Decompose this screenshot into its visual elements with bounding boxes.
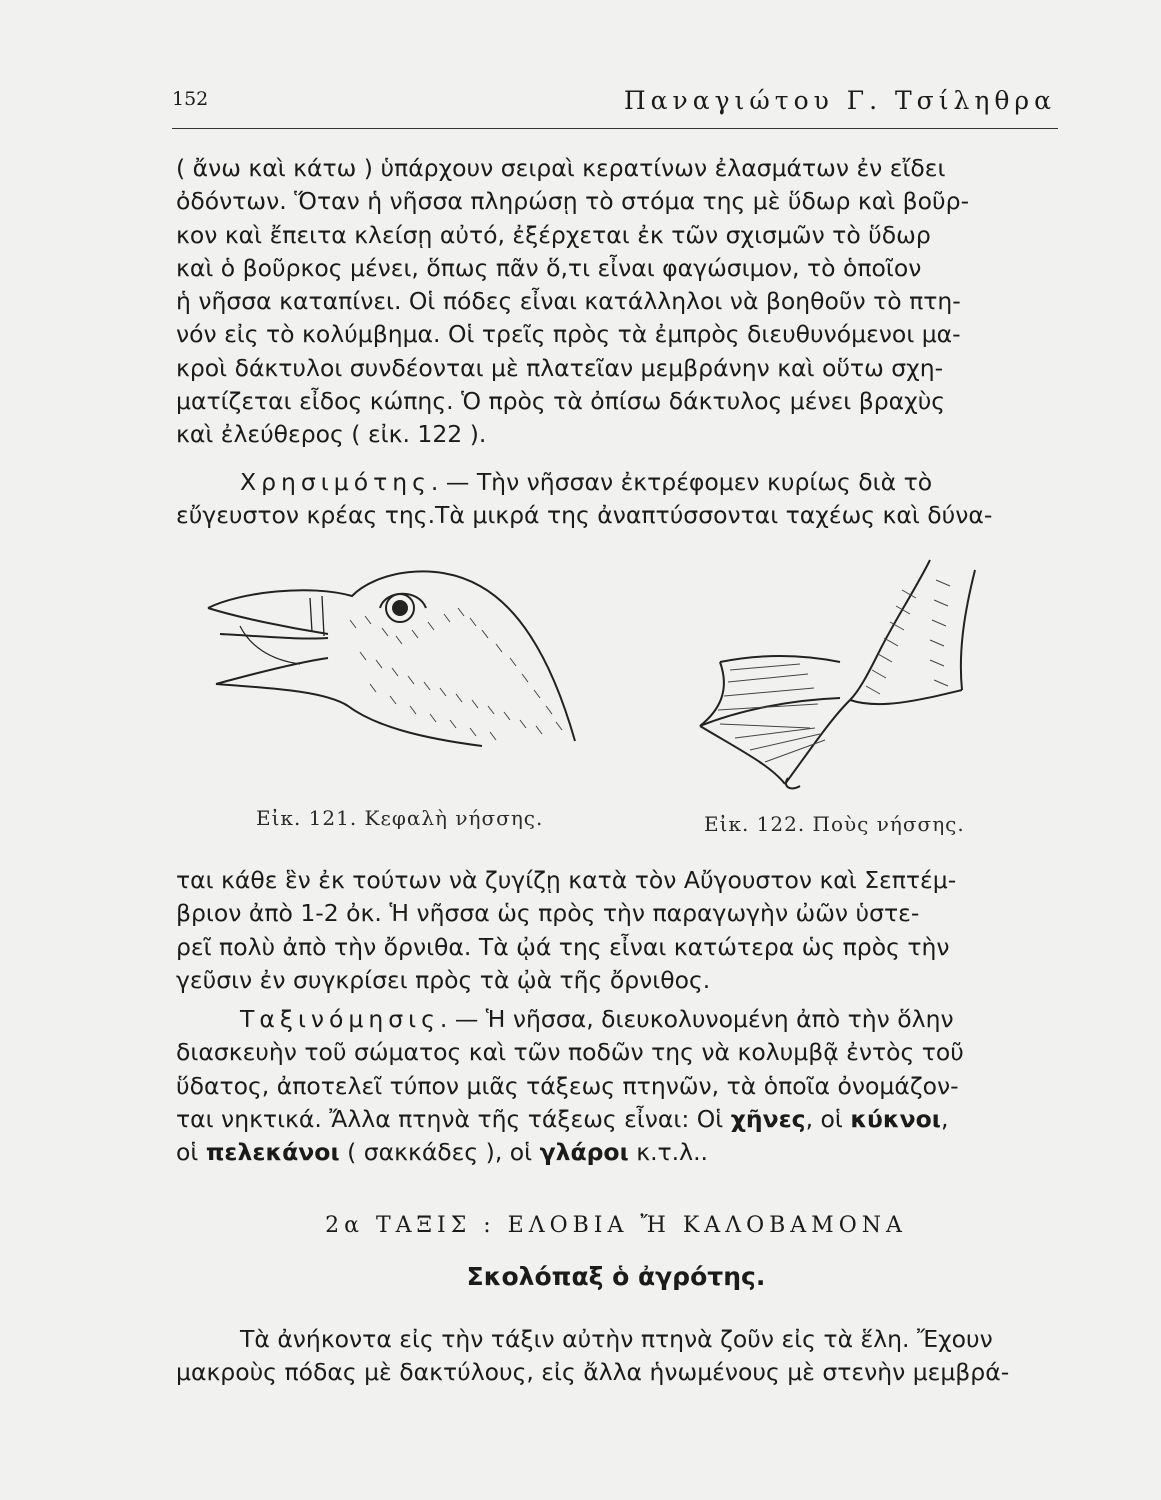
text-line: βριον ἀπὸ 1-2 ὀκ. Ἡ νῆσσα ὡς πρὸς τὴν παραγωγὴν ὠῶν ὑστε- bbox=[176, 899, 920, 928]
paragraph-wading-birds bbox=[176, 1323, 1056, 1390]
text-line: μακροὺς πόδας μὲ δακτύλους, εἰς ἄλλα ἡνωμένους μὲ στενὴν μεμβρά- bbox=[176, 1358, 1010, 1387]
text-line: γεῦσιν ἐν συγκρίσει πρὸς τὰ ᾠὰ τῆς ὄρνιθος. bbox=[176, 965, 711, 994]
bold-term: γλάροι bbox=[539, 1138, 629, 1167]
section-heading: 2α ΤΑΞΙΣ : ΕΛΟΒΙΑ Ἤ ΚΑΛΟΒΑΜΟΝΑ bbox=[325, 1213, 907, 1238]
figure-122-caption: Εἰκ. 122. Ποὺς νήσσης. bbox=[704, 812, 965, 836]
text-line: ται νηκτικά. Ἄλλα πτηνὰ τῆς τάξεως εἶναι: Οἱ χῆνες, οἱ κύκνοι, bbox=[176, 1104, 949, 1133]
section-subtitle: Σκολόπαξ ὁ ἀγρότης. bbox=[466, 1262, 766, 1291]
duck-head-illustration bbox=[200, 556, 580, 756]
text-line: εὔγευστον κρέας της.Τὰ μικρά της ἀναπτύσσονται ταχέως καὶ δύνα- bbox=[176, 501, 993, 530]
text-line: κροὶ δάκτυλοι συνδέονται μὲ πλατεῖαν μεμβράνην καὶ οὕτω σχη- bbox=[176, 353, 944, 382]
text-line: ται κάθε ἓν ἐκ τούτων νὰ ζυγίζῃ κατὰ τὸν Αὔγουστον καὶ Σεπτέμ- bbox=[176, 866, 957, 894]
text-line: κον καὶ ἔπειτα κλείσῃ αὐτό, ἐξέρχεται ἐκ τῶν σχισμῶν τὸ ὕδωρ bbox=[176, 220, 931, 249]
bold-term: πελεκάνοι bbox=[205, 1138, 340, 1167]
running-head: Παναγιώτου Γ. Τσίληθρα bbox=[623, 86, 1056, 115]
text-line: Ταξινόμησις. — Ἡ νῆσσα, διευκολυνομένη ἀπὸ τὴν ὅλην bbox=[240, 1005, 954, 1033]
text-line: ματίζεται εἶδος κώπης. Ὁ πρὸς τὰ ὀπίσω δάκτυλος μένει βραχὺς bbox=[176, 387, 946, 416]
paragraph-weight-eggs bbox=[176, 864, 1056, 997]
bold-term: χῆνες bbox=[730, 1104, 806, 1133]
paragraph-anatomy bbox=[176, 152, 1056, 452]
duck-foot-illustration bbox=[690, 550, 980, 790]
text-line: ἡ νῆσσα καταπίνει. Οἱ πόδες εἶναι κατάλληλοι νὰ βοηθοῦν τὸ πτη- bbox=[176, 287, 961, 316]
paragraph-usefulness bbox=[176, 466, 1056, 533]
bold-term: κύκνοι bbox=[850, 1104, 941, 1133]
text-line: ὕδατος, ἀποτελεῖ τύπον μιᾶς τάξεως πτηνῶν, τὰ ὁποῖα ὀνομάζον- bbox=[176, 1071, 959, 1100]
text-line: οἱ πελεκάνοι ( σακκάδες ), οἱ γλάροι κ.τ.λ.. bbox=[176, 1138, 709, 1167]
classification-term: Ταξινόμησις bbox=[240, 1005, 440, 1033]
page-header bbox=[172, 84, 1058, 129]
paragraph-classification bbox=[176, 1003, 1056, 1169]
text-line: νόν εἰς τὸ κολύμβημα. Οἱ τρεῖς πρὸς τὰ ἐμπρὸς διευθυνόμενοι μα- bbox=[176, 320, 961, 349]
page-number: 152 bbox=[172, 88, 209, 110]
figure-121-caption: Εἰκ. 121. Κεφαλὴ νήσσης. bbox=[256, 806, 544, 830]
text-line: Χρησιμότης. — Τὴν νῆσσαν ἐκτρέφομεν κυρίως διὰ τὸ bbox=[240, 468, 933, 496]
text-line: καὶ ὁ βοῦρκος μένει, ὅπως πᾶν ὅ,τι εἶναι φαγώσιμον, τὸ ὁποῖον bbox=[176, 253, 922, 282]
text-line: καὶ ἐλεύθερος ( εἰκ. 122 ). bbox=[176, 420, 487, 449]
text-line: ρεῖ πολὺ ἀπὸ τὴν ὄρνιθα. Τὰ ᾠά της εἶναι κατώτερα ὡς πρὸς τὴν bbox=[176, 932, 950, 961]
text-line: ( ἄνω καὶ κάτω ) ὑπάρχουν σειραὶ κερατίνων ἐλασμάτων ἐν εἴδει bbox=[176, 154, 946, 182]
text-line: διασκευὴν τοῦ σώματος καὶ τῶν ποδῶν της νὰ κολυμβᾷ ἐντὸς τοῦ bbox=[176, 1038, 964, 1067]
usefulness-term: Χρησιμότης bbox=[240, 468, 431, 496]
text-line: ὀδόντων. Ὅταν ἡ νῆσσα πληρώσῃ τὸ στόμα της μὲ ὕδωρ καὶ βοῦρ- bbox=[176, 187, 970, 216]
text-line: Τὰ ἀνήκοντα εἰς τὴν τάξιν αὐτὴν πτηνὰ ζοῦν εἰς τὰ ἕλη. Ἔχουν bbox=[240, 1325, 993, 1353]
